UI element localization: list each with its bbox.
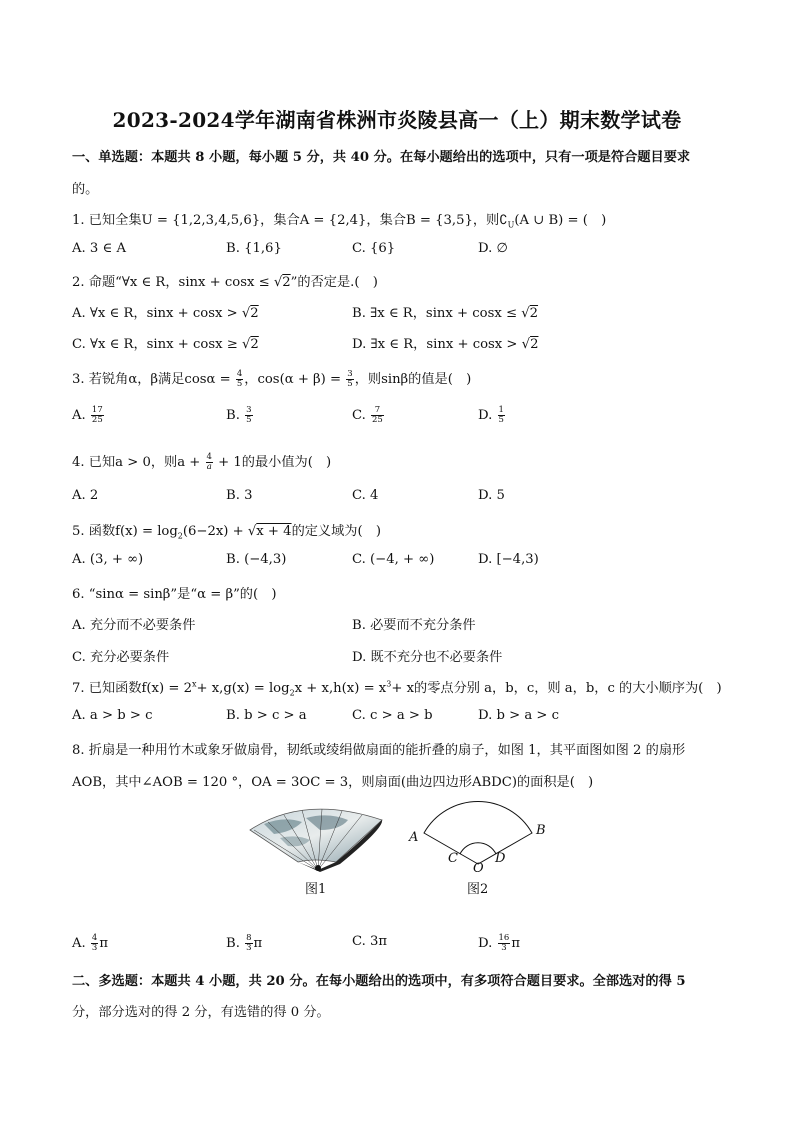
label-d: D [495, 851, 506, 866]
q7-option-b[interactable]: B. b > c > a [226, 708, 307, 723]
q4-fraction: $\frac{4}{a}$ [206, 452, 212, 472]
q3-stem: 3. 若锐角α，β满足cosα = $\frac{4}{5}$ ，cos(α + β) = $\frac{3}{5}$ ，则sinβ的值是( ) [72, 369, 472, 389]
q8-stem-line-1: 8. 折扇是一种用竹木或象牙做扇骨，韧纸或绫绢做扇面的能折叠的扇子，如图 1，其平面图如图 2 的扇形 [72, 743, 686, 758]
q8-option-c[interactable]: C. 3π [352, 934, 388, 949]
q2-stem: 2. 命题“∀x ∈ R，sinx + cosx ≤ √2”的否定是.( ) [72, 275, 378, 290]
q3-fraction-2: $\frac{3}{5}$ [347, 369, 353, 389]
q8-option-b[interactable]: B. $\frac{8}{3}$ π [226, 933, 263, 953]
q2-option-d[interactable]: D. ∃x ∈ R，sinx + cosx > √2 [352, 337, 539, 352]
q5-option-b[interactable]: B. (−4,3) [226, 552, 287, 567]
q4-option-c[interactable]: C. 4 [352, 488, 379, 503]
q7-stem: 7. 已知函数$f(x) = 2^x+ x,g(x) = \log_2x + x,h(x) = x^3+ x$的零点分别 a，b，c，则 a，b，c 的大小顺序为( ) [72, 679, 722, 698]
q2-option-a[interactable]: A. ∀x ∈ R，sinx + cosx > √2 [72, 306, 259, 321]
page-title: 2023-2024学年湖南省株洲市炎陵县高一（上）期末数学试卷 [112, 108, 682, 132]
q7-option-d[interactable]: D. b > a > c [478, 708, 560, 723]
q3-option-a[interactable]: A. $\frac{17}{25}$ [72, 405, 103, 425]
figure-1-caption: 图1 [305, 882, 327, 897]
q5-option-c[interactable]: C. (−4, + ∞) [352, 552, 435, 567]
q6-option-d[interactable]: D. 既不充分也不必要条件 [352, 650, 503, 665]
q4-stem: 4. 已知a > 0，则a + $\frac{4}{a}$ + 1的最小值为( ) [72, 452, 332, 472]
q5-option-d[interactable]: D. [−4,3) [478, 552, 539, 567]
q1-option-a[interactable]: A. 3 ∈ A [72, 241, 126, 256]
q6-option-b[interactable]: B. 必要而不充分条件 [352, 618, 476, 633]
section-2-heading: 二、多选题：本题共 4 小题，共 20 分。在每小题给出的选项中，有多项符合题目要求。全部选对的得 5 [72, 974, 686, 989]
q3-option-c[interactable]: C. $\frac{7}{25}$ [352, 405, 383, 425]
q4-option-d[interactable]: D. 5 [478, 488, 505, 503]
figure-2-caption: 图2 [467, 882, 489, 897]
q8-option-d[interactable]: D. $\frac{16}{3}$ π [478, 933, 520, 953]
q1-option-d[interactable]: D. ∅ [478, 241, 508, 256]
q1-stem: 1. 已知全集U = {1,2,3,4,5,6}，集合A = {2,4}，集合B = {3,5}，则$∁_U(A$ ∪ B) = ( ) [72, 213, 607, 230]
q3-fraction-1: $\frac{4}{5}$ [236, 369, 243, 389]
folding-fan-illustration [244, 800, 389, 872]
q2-option-c[interactable]: C. ∀x ∈ R，sinx + cosx ≥ √2 [72, 337, 259, 352]
q6-option-c[interactable]: C. 充分必要条件 [72, 650, 170, 665]
q3-option-d[interactable]: D. $\frac{1}{5}$ [478, 405, 504, 425]
section-2-heading-cont: 分，部分选对的得 2 分，有选错的得 0 分。 [72, 1005, 330, 1020]
label-b: B [536, 823, 546, 838]
label-c: C [448, 851, 458, 866]
section-1-heading: 一、单选题：本题共 8 小题，每小题 5 分，共 40 分。在每小题给出的选项中，只有一项是符合题目要求 [72, 150, 691, 165]
section-1-heading-cont: 的。 [72, 182, 99, 197]
q8-stem-line-2: AOB，其中∠AOB = 120 °，OA = 3OC = 3，则扇面(曲边四边形ABDC)的面积是( ) [72, 775, 594, 790]
q3-option-b[interactable]: B. $\frac{3}{5}$ [226, 405, 252, 425]
q7-option-a[interactable]: A. a > b > c [72, 708, 153, 723]
q7-option-c[interactable]: C. c > a > b [352, 708, 433, 723]
label-o: O [473, 861, 484, 876]
q5-option-a[interactable]: A. (3, + ∞) [72, 552, 144, 567]
q5-stem: 5. 函数$f(x) = \log_2(6-2x) + √x + 4$的定义域为( ) [72, 524, 381, 541]
q6-stem: 6. “sinα = sinβ”是“α = β”的( ) [72, 587, 277, 602]
q6-option-a[interactable]: A. 充分而不必要条件 [72, 618, 196, 633]
q4-option-a[interactable]: A. 2 [72, 488, 99, 503]
label-a: A [409, 830, 419, 845]
q2-option-b[interactable]: B. ∃x ∈ R，sinx + cosx ≤ √2 [352, 306, 539, 321]
q4-option-b[interactable]: B. 3 [226, 488, 253, 503]
q8-option-a[interactable]: A. $\frac{4}{3}$ π [72, 933, 109, 953]
q1-option-b[interactable]: B. {1,6} [226, 241, 282, 256]
q1-option-c[interactable]: C. {6} [352, 241, 396, 256]
